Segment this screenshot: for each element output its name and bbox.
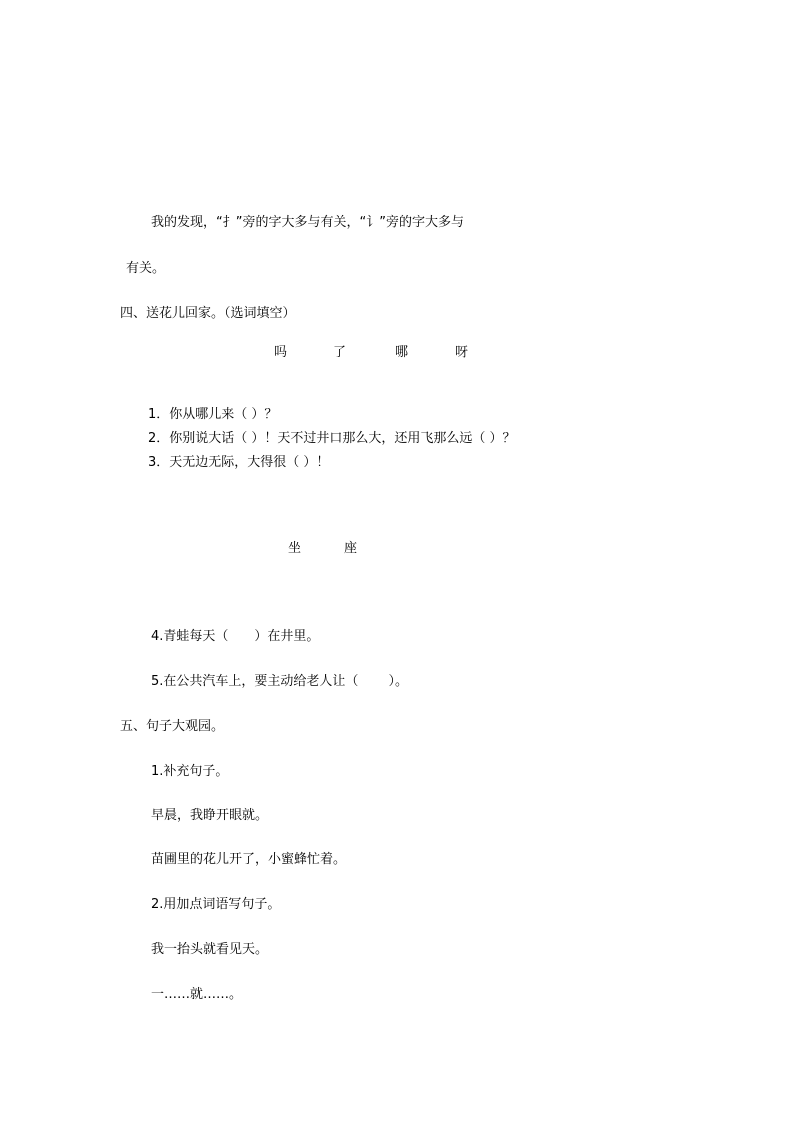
question-5: 5.在公共汽车上，要主动给老人让（ ）。	[151, 674, 409, 689]
question-2: 2．你别说大话（ ）！天不过井口那么大，还用飞那么远（ ）？	[148, 431, 516, 446]
part1-item-2: 苗圃里的花儿开了，小蜜蜂忙着。	[151, 852, 347, 867]
section4-heading: 四、送花儿回家。（选词填空）	[120, 306, 296, 321]
question-4: 4.青蛙每天（ ）在井里。	[151, 629, 320, 644]
part2-example: 我一抬头就看见天。	[151, 942, 269, 957]
question-3: 3．天无边无际，大得很（ ）！	[148, 455, 330, 470]
word-bank-a-item: 呀	[455, 345, 469, 360]
intro-line-2: 有关。	[126, 261, 166, 276]
part2-title: 2.用加点词语写句子。	[151, 897, 281, 912]
part1-title: 1.补充句子。	[151, 764, 229, 779]
word-bank-a-item: 哪	[395, 345, 409, 360]
part2-pattern: 一……就……。	[151, 987, 243, 1002]
question-1: 1．你从哪儿来（ ）？	[148, 407, 278, 422]
word-bank-a-item: 了	[333, 345, 347, 360]
part1-item-1: 早晨，我睁开眼就。	[151, 808, 269, 823]
word-bank-b-item: 坐	[288, 541, 302, 556]
section5-heading: 五、句子大观园。	[120, 719, 225, 734]
word-bank-a-item: 吗	[274, 345, 288, 360]
intro-line-1: 我的发现，“扌”旁的字大多与有关，“讠”旁的字大多与	[151, 215, 464, 230]
word-bank-b-item: 座	[344, 541, 358, 556]
